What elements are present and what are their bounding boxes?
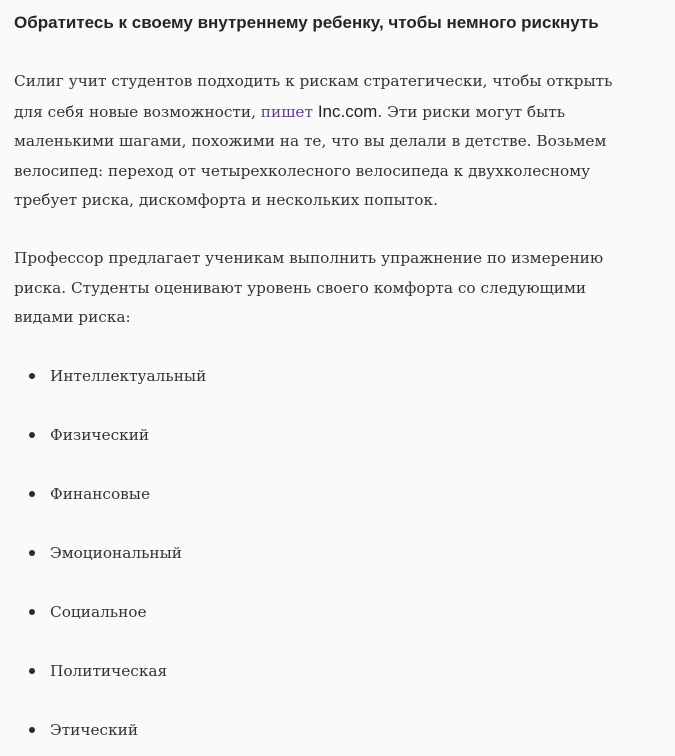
bullet-dot-icon [29,373,35,379]
bullet-dot-icon [29,550,35,556]
paragraph-text: . Эти риски могут быть [377,102,566,121]
paragraph-line: требует риска, дискомфорта и нескольких попыток. [14,191,438,209]
list-item [14,479,414,509]
list-item [14,361,414,391]
list-item-text: Социальное [50,603,147,621]
bullet-dot-icon [29,668,35,674]
list-item-text: Физический [50,426,150,444]
intro-paragraph [14,67,664,216]
bullet-dot-icon [29,609,35,615]
source-link[interactable]: пишет [260,102,313,121]
list-item-text: Финансовые [50,485,151,503]
section-heading: Обратитесь к своему внутреннему ребенку, чтобы немного рискнуть [14,13,599,32]
list-item-text: Политическая [50,662,168,680]
list-item-text: Интеллектуальный [50,367,207,385]
paragraph-line: риска. Студенты оценивают уровень своего комфорта со следующими [14,278,587,297]
list-item [14,420,414,450]
source-name: Inc.com [317,101,378,121]
list-item [14,538,414,568]
exercise-paragraph [14,244,664,333]
paragraph-line [14,97,664,128]
bullet-dot-icon [29,491,35,497]
bullet-dot-icon [29,727,35,733]
paragraph-line: маленькими шагами, похожими на те, что вы делали в детстве. Возьмем [14,132,607,150]
list-item-text: Эмоциональный [50,544,182,562]
paragraph-text: для себя новые возможности, [14,102,261,121]
paragraph-line: велосипед: переход от четырехколесного велосипеда к двухколесному [14,161,591,180]
bullet-dot-icon [29,432,35,438]
paragraph-line: Профессор предлагает ученикам выполнить упражнение по измерению [14,249,604,267]
list-item [14,715,414,745]
list-item-text: Этический [50,721,139,739]
paragraph-line: Силиг учит студентов подходить к рискам стратегически, чтобы открыть [14,72,613,90]
list-item [14,656,414,686]
paragraph-line: видами риска: [14,308,131,326]
list-item [14,597,414,627]
